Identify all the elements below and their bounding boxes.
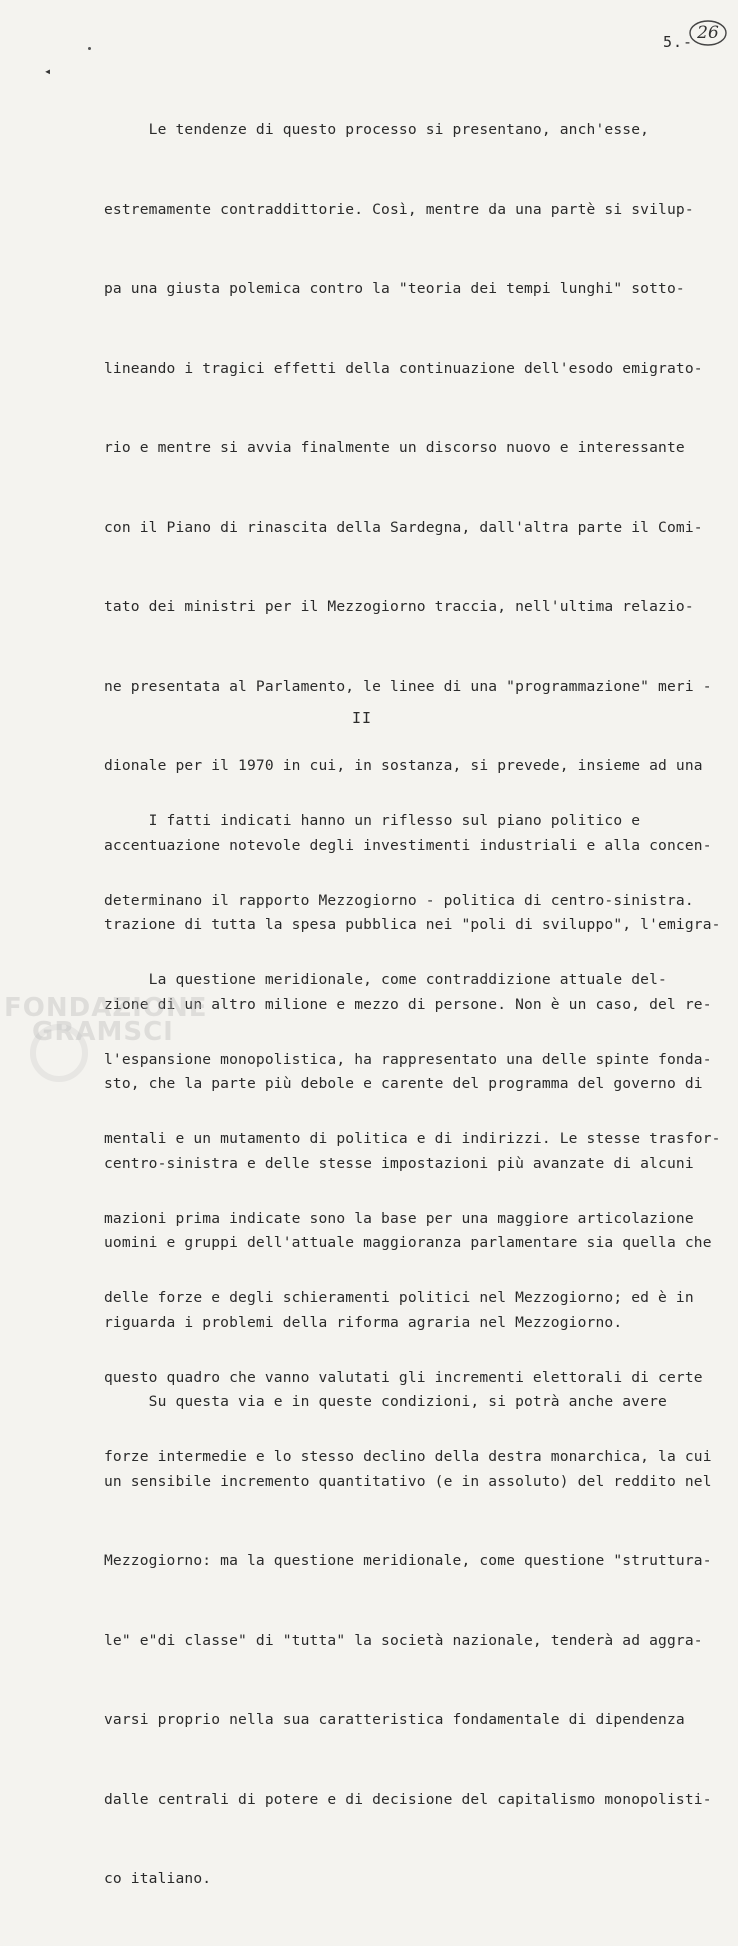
margin-mark-icon: ◂ [44, 64, 52, 78]
text-line: le" e"di classe" di "tutta" la società nazionale, tenderà ad aggra- [104, 1631, 703, 1649]
ink-dot [88, 47, 91, 50]
section-heading: II [352, 709, 373, 727]
text-line: estremamente contraddittorie. Così, mentre da una partè si svilup- [104, 200, 694, 218]
text-line: pa una giusta polemica contro la "teoria dei tempi lunghi" sotto- [104, 280, 685, 297]
text-line: trazione di tutta la spesa pubblica nei "poli di sviluppo", l'emigra- [104, 916, 721, 933]
text-line: centro-sinistra e delle stesse impostazioni più avanzate di alcuni [104, 1154, 694, 1172]
text-line: lineando i tragici effetti della continuazione dell'esodo emigrato- [104, 359, 703, 377]
watermark-line-2: GRAMSCI [32, 1017, 174, 1047]
watermark [4, 993, 208, 1047]
text-line: l'espansione monopolistica, ha rappresentato una delle spinte fonda- [104, 1050, 712, 1068]
text-line: I fatti indicati hanno un riflesso sul piano politico e [104, 812, 641, 829]
section-2-text [104, 755, 721, 1524]
text-line: con il Piano di rinascita della Sardegna, dall'altra parte il Comi- [104, 518, 703, 536]
watermark-line-1: FONDAZIONE [4, 993, 208, 1023]
text-line: mentali e un mutamento di politica e di indirizzi. Le stesse trasfor- [104, 1130, 721, 1147]
handwritten-page-number [688, 18, 728, 48]
text-line: tato dei ministri per il Mezzogiorno traccia, nell'ultima relazio- [104, 598, 694, 615]
text-line: dalle centrali di potere e di decisione del capitalismo monopolisti- [104, 1790, 712, 1808]
handwritten-number-text: 26 [697, 23, 719, 43]
text-line: varsi proprio nella sua caratteristica fondamentale di dipendenza [104, 1711, 685, 1728]
text-line: ne presentata al Parlamento, le linee di una "programmazione" meri - [104, 677, 712, 695]
text-line: sto, che la parte più debole e carente del programma del governo di [104, 1075, 703, 1092]
text-line: riguarda i problemi della riforma agraria nel Mezzogiorno. [104, 1313, 623, 1331]
text-line: mazioni prima indicate sono la base per una maggiore articolazione [104, 1209, 694, 1227]
text-line: delle forze e degli schieramenti politici nel Mezzogiorno; ed è in [104, 1289, 694, 1306]
text-line: Su questa via e in queste condizioni, si potrà anche avere [104, 1393, 667, 1410]
text-line: accentuazione notevole degli investimenti industriali e alla concen- [104, 836, 712, 854]
page-number: 5.- [663, 33, 694, 51]
text-line: Le tendenze di questo processo si presentano, anch'esse, [104, 121, 650, 138]
text-line: Mezzogiorno: ma la questione meridionale, come questione "struttura- [104, 1552, 712, 1569]
text-line: co italiano. [104, 1870, 212, 1887]
text-line: La questione meridionale, come contraddizione attuale del- [104, 971, 667, 988]
text-line: forze intermedie e lo stesso declino della destra monarchica, la cui [104, 1448, 712, 1465]
text-line: zione di un altro milione e mezzo di persone. Non è un caso, del re- [104, 995, 712, 1013]
text-line: determinano il rapporto Mezzogiorno - politica di centro-sinistra. [104, 891, 694, 909]
text-line: questo quadro che vanno valutati gli incrementi elettorali di certe [104, 1368, 703, 1386]
text-line: un sensibile incremento quantitativo (e in assoluto) del reddito nel [104, 1472, 712, 1490]
text-line: dionale per il 1970 in cui, in sostanza, si prevede, insieme ad una [104, 757, 703, 774]
text-line: rio e mentre si avvia finalmente un discorso nuovo e interessante [104, 439, 685, 456]
text-line: uomini e gruppi dell'attuale maggioranza parlamentare sia quella che [104, 1234, 712, 1251]
